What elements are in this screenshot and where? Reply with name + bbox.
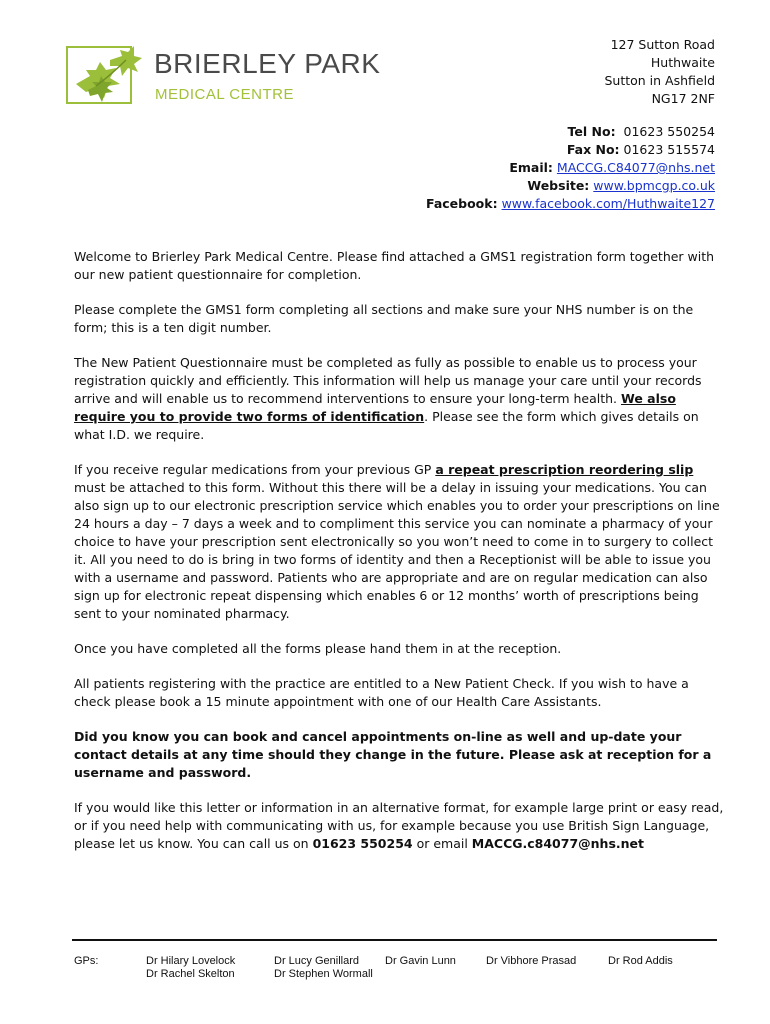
fax-number: 01623 515574 [623, 142, 715, 157]
repeat-prescription-slip: a repeat prescription reordering slip [435, 462, 694, 477]
leaf-icon [66, 46, 142, 116]
fax-line [426, 141, 715, 159]
tel-label: Tel No: [567, 124, 616, 139]
tel-number: 01623 550254 [623, 124, 715, 139]
medications-paragraph: If you receive regular medications from your previous GP a repeat prescription reordering slip must be attached to this form. Without this there will be a delay in issuing your medications. You can also sign up to our electronic prescription service which enables you to order your prescriptions on line 24 hours a day – 7 days a week and to compliment this service you can nominate a pharmacy of your choice to have your prescription sent electronically so you won’t need to come in to surgery to collect it. All you need to do is bring in two forms of identity and then a Receptionist will be able to issue you with a username and password. Patients who are appropriate and are on regular medication can also sign up for electronic repeat dispensing which enables 6 or 12 months’ worth of prescriptions being sent to your nominated pharmacy. [74, 462, 720, 621]
alternative-format-paragraph: If you would like this letter or information in an alternative format, for example large print or easy read, or if you need help with communicating with us, for example because you use British Sign Language, please let us know. You can call us on 01623 550254 or email MACCG.c84077@nhs.net [74, 800, 724, 851]
identification-requirement: We also require you to provide two forms of identification [74, 391, 676, 424]
practice-address [604, 36, 715, 108]
gp-name: Dr Rod Addis [608, 955, 673, 967]
contact-details [426, 123, 715, 213]
online-services-paragraph: Did you know you can book and cancel appointments on-line as well and up-date your contact details at any time should they change in the future. Please ask at reception for a username and password. [74, 729, 712, 780]
tel-line [426, 123, 715, 141]
letter-body [74, 248, 724, 870]
facebook-label: Facebook: [426, 196, 498, 211]
new-patient-check-paragraph: All patients registering with the practice are entitled to a New Patient Check. If you wish to have a check please book a 15 minute appointment with one of our Health Care Assistants. [74, 676, 689, 709]
address-line: NG17 2NF [651, 91, 715, 106]
leaf-emblem [66, 46, 132, 104]
website-link[interactable]: www.bpmcgp.co.uk [593, 178, 715, 193]
reception-paragraph: Once you have completed all the forms please hand them in at the reception. [74, 641, 562, 656]
gms1-paragraph: Please complete the GMS1 form completing all sections and make sure your NHS number is on the form; this is a ten digit number. [74, 302, 694, 335]
welcome-paragraph: Welcome to Brierley Park Medical Centre. Please find attached a GMS1 registration form together with our new patient questionnaire for completion. [74, 249, 715, 282]
gp-name: Dr Lucy Genillard [274, 955, 359, 967]
website-line [426, 177, 715, 195]
address-line: Sutton in Ashfield [604, 73, 715, 88]
phone-number: 01623 550254 [312, 836, 413, 851]
gp-name: Dr Rachel Skelton [146, 968, 235, 980]
address-line: Huthwaite [650, 55, 715, 70]
contact-email: MACCG.c84077@nhs.net [471, 836, 644, 851]
gp-name: Dr Gavin Lunn [385, 955, 456, 967]
questionnaire-paragraph: The New Patient Questionnaire must be completed as fully as possible to enable us to process your registration quickly and efficiently. This information will help us manage your care until your records arrive and will enable us to recommend interventions to ensure your long-term health. We also require you to provide two forms of identification. Please see the form which gives details on what I.D. we require. [74, 355, 702, 442]
gp-column [146, 955, 235, 981]
gp-name: Dr Vibhore Prasad [486, 955, 577, 967]
email-label: Email: [509, 160, 553, 175]
fax-label: Fax No: [566, 142, 620, 157]
practice-logo [66, 46, 406, 110]
logo-subtitle: MEDICAL CENTRE [155, 86, 294, 103]
email-line [426, 159, 715, 177]
gp-name: Dr Hilary Lovelock [146, 955, 236, 967]
gp-column [274, 955, 373, 981]
email-link[interactable]: MACCG.C84077@nhs.net [556, 160, 715, 175]
address-line: 127 Sutton Road [610, 37, 715, 52]
footer-divider [72, 939, 717, 941]
facebook-link[interactable]: www.facebook.com/Huthwaite127 [501, 196, 715, 211]
gp-name: Dr Stephen Wormall [274, 968, 373, 980]
facebook-line [426, 195, 715, 213]
logo-title: BRIERLEY PARK [154, 48, 381, 79]
gp-label: GPs: [74, 955, 99, 967]
website-label: Website: [527, 178, 590, 193]
